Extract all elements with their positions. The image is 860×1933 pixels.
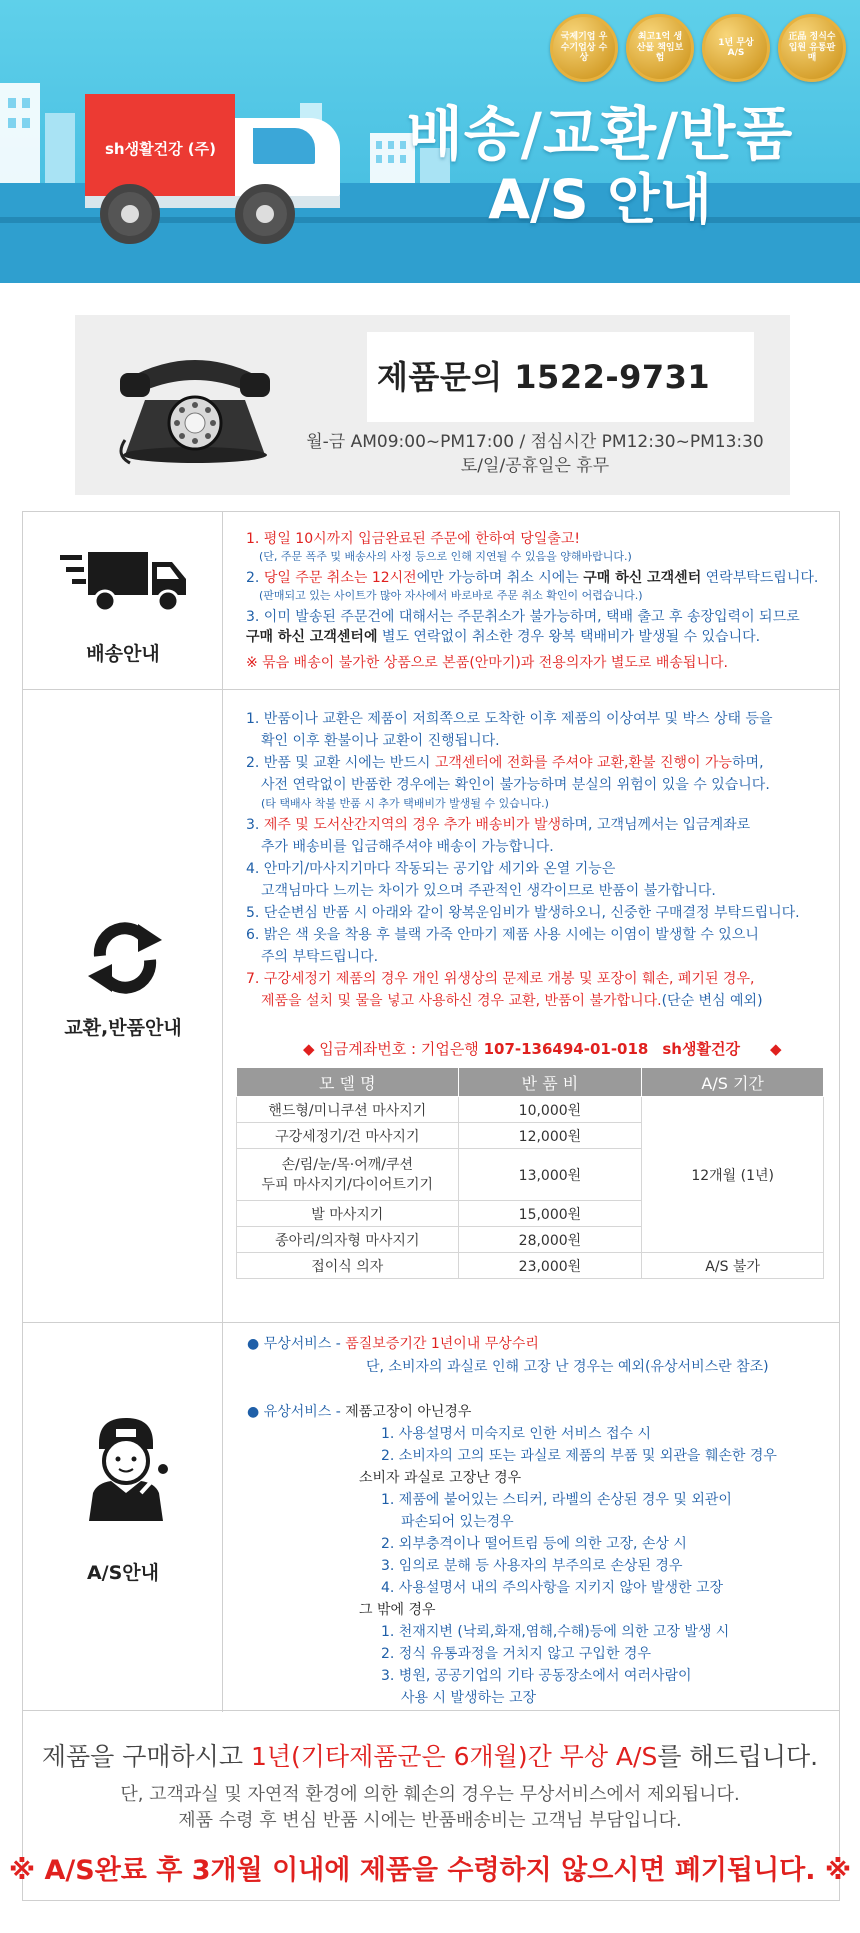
genuine-badge: 正品 정식수입원 유통판매: [778, 14, 846, 82]
free-service-line: ● 무상서비스 - 품질보증기간 1년이내 무상수리: [247, 1336, 539, 1352]
delivery-line-4: ※ 묶음 배송이 불가한 상품으로 본품(안마기)과 전용의자가 별도로 배송됩니다.: [246, 655, 728, 671]
as-none-cell: A/S 불가: [642, 1253, 824, 1279]
exchange-line: 추가 배송비를 입금해주셔야 배송이 가능합니다.: [261, 839, 554, 855]
consumer-fault-item: 4. 사용설명서 내의 주의사항을 지키지 않아 발생한 고장: [381, 1580, 724, 1596]
free-service-note: 단, 소비자의 과실로 인해 고장 난 경우는 예외(유상서비스란 참조): [366, 1359, 769, 1375]
award-badge: 국제기업 우수기업상 수상: [550, 14, 618, 82]
fee-amount-cell: 15,000원: [458, 1201, 642, 1227]
exchange-line: 고객님마다 느끼는 차이가 있으며 주관적인 생각이므로 반품이 불가합니다.: [261, 883, 716, 899]
other-case-item: 3. 병원, 공공기업의 기타 공동장소에서 여러사람이: [381, 1668, 692, 1684]
consumer-fault-item: 3. 임의로 분해 등 사용자의 부주의로 손상된 경우: [381, 1558, 683, 1574]
fee-model-cell: 구강세정기/건 마사지기: [237, 1123, 459, 1149]
fee-amount-cell: 10,000원: [458, 1097, 642, 1123]
closed-days: 토/일/공휴일은 휴무: [460, 456, 610, 476]
table-row: [237, 1253, 824, 1279]
exchange-line: 제품을 설치 및 물을 넣고 사용하신 경우 교환, 반품이 불가합니다.(단순 변심 예외): [261, 993, 763, 1009]
repairman-icon: [81, 1413, 171, 1523]
exchange-line: 확인 이후 환불이나 교환이 진행됩니다.: [261, 733, 500, 749]
warranty-badge: 1년 무상A/S: [702, 14, 770, 82]
banner-title-line1: 배송/교환/반품: [406, 100, 794, 168]
footer-return-cost-line: 제품 수령 후 변심 반품 시에는 반품배송비는 고객님 부담입니다.: [178, 1810, 682, 1831]
other-case-item: 1. 천재지변 (낙뢰,화재,염해,수해)등에 의한 고장 발생 시: [381, 1624, 730, 1640]
contact-box: [75, 315, 790, 495]
fee-model-cell: 종아리/의자형 마사지기: [237, 1227, 459, 1253]
delivery-content: [223, 512, 839, 689]
contact-hours: [300, 430, 770, 478]
delivery-line-2-note: (판매되고 있는 사이트가 많아 자사에서 바로바로 주문 취소 확인이 어렵습니다.): [259, 589, 643, 602]
delivery-line-1-note: (단, 주문 폭주 및 배송사의 사정 등으로 인해 지연될 수 있음을 양해바랍니다.): [259, 550, 632, 563]
fee-header-fee: 반 품 비: [458, 1068, 642, 1097]
as-row: [23, 1322, 839, 1712]
as-period-cell: 12개월 (1년): [642, 1097, 824, 1253]
consumer-fault-item: 파손되어 있는경우: [401, 1514, 514, 1530]
paid-service-line: ● 유상서비스 - 제품고장이 아닌경우: [247, 1404, 472, 1420]
exchange-line: 4. 안마기/마사지기마다 작동되는 공기압 세기와 온열 기능은: [246, 861, 616, 877]
consumer-fault-item: 2. 외부충격이나 떨어트림 등에 의한 고장, 손상 시: [381, 1536, 687, 1552]
business-hours: 월-금 AM09:00~PM17:00 / 점심시간 PM12:30~PM13:30: [306, 432, 764, 452]
fee-amount-cell: 13,000원: [458, 1149, 642, 1201]
table-row: [237, 1097, 824, 1123]
footer-exclusion-line: 단, 고객과실 및 자연적 환경에 의한 훼손의 경우는 무상서비스에서 제외됩니다.: [120, 1784, 740, 1805]
other-case-item: 2. 정식 유통과정을 거치지 않고 구입한 경우: [381, 1646, 651, 1662]
delivery-line-3: 3. 이미 발송된 주문건에 대해서는 주문취소가 불가능하며, 택배 출고 후 송장입력이 되므로: [246, 609, 800, 625]
footer-exclusion-lines: [0, 1782, 860, 1834]
fee-amount-cell: 28,000원: [458, 1227, 642, 1253]
exchange-line: 3. 제주 및 도서산간지역의 경우 추가 배송비가 발생하며, 고객님께서는 입금계좌로: [246, 817, 751, 833]
consumer-fault-heading: 소비자 과실로 고장난 경우: [359, 1470, 522, 1486]
other-cases-heading: 그 밖에 경우: [359, 1602, 436, 1618]
truck-wheel: [235, 184, 295, 244]
fee-header-model: 모 델 명: [237, 1068, 459, 1097]
delivery-line-2: 2. 당일 주문 취소는 12시전에만 가능하며 취소 시에는 구매 하신 고객센터 연락부탁드립니다.: [246, 570, 819, 586]
rotary-phone-icon: [115, 345, 275, 465]
as-label: A/S안내: [86, 1562, 160, 1584]
paid-service-item: 2. 소비자의 고의 또는 과실로 제품의 부품 및 외관을 훼손한 경우: [381, 1448, 777, 1464]
contact-phone-title: 제품문의 1522-9731: [367, 332, 754, 422]
banner-title: [390, 100, 810, 232]
banner-title-line2: A/S 안내: [488, 168, 712, 231]
exchange-label-cell: [23, 690, 223, 1322]
badge-group: [550, 14, 846, 82]
delivery-truck-illustration: [40, 84, 340, 254]
exchange-line-note: (타 택배사 착불 반품 시 추가 택배비가 발생될 수 있습니다.): [261, 797, 549, 810]
fee-amount-cell: 23,000원: [458, 1253, 642, 1279]
exchange-label: 교환,반품안내: [64, 1017, 182, 1039]
exchange-line: 5. 단순변심 반품 시 아래와 같이 왕복운임비가 발생하오니, 신중한 구매결정 부탁드립니다.: [246, 905, 800, 921]
fee-model-cell: 핸드형/미니쿠션 마사지기: [237, 1097, 459, 1123]
truck-company-label: sh생활건강 (주): [105, 140, 216, 158]
exchange-line: 사전 연락없이 반품한 경우에는 확인이 불가능하며 분실의 위험이 있을 수 있습니다.: [261, 777, 770, 793]
exchange-line: 2. 반품 및 교환 시에는 반드시 고객센터에 전화를 주셔야 교환,환불 진행이 가능하며,: [246, 755, 764, 771]
fee-header-as: A/S 기간: [642, 1068, 824, 1097]
delivery-label: 배송안내: [86, 643, 160, 665]
return-fee-table: [236, 1067, 824, 1279]
truck-window: [253, 128, 315, 164]
as-content: [223, 1323, 839, 1712]
refresh-cycle-icon: [80, 918, 170, 998]
as-label-cell: [23, 1323, 223, 1712]
fee-table-header: [237, 1068, 824, 1097]
exchange-line: 6. 밝은 색 옷을 착용 후 블랙 가죽 안마기 제품 사용 시에는 이염이 발생할 수 있으니: [246, 927, 759, 943]
bank-account: ◆ 입금계좌번호 : 기업은행 107-136494-01-018 sh생활건강 ◆: [303, 1040, 782, 1058]
delivery-row: [23, 512, 839, 689]
header-banner: [0, 0, 860, 283]
footer-warranty-line: 제품을 구매하시고 1년(기타제품군은 6개월)간 무상 A/S를 해드립니다.: [41, 1742, 819, 1771]
truck-wheel: [100, 184, 160, 244]
exchange-line: 주의 부탁드립니다.: [261, 949, 379, 965]
footer-disposal-warning: ※ A/S완료 후 3개월 이내에 제품을 수령하지 않으시면 폐기됩니다. ※: [8, 1855, 852, 1886]
other-case-item: 사용 시 발생하는 고장: [401, 1690, 537, 1706]
delivery-label-cell: [23, 512, 223, 689]
consumer-fault-item: 1. 제품에 붙어있는 스티커, 라벨의 손상된 경우 및 외관이: [381, 1492, 732, 1508]
insurance-badge: 최고1억 생산물 책임보험: [626, 14, 694, 82]
fee-amount-cell: 12,000원: [458, 1123, 642, 1149]
delivery-line-3b: 구매 하신 고객센터에 별도 연락없이 취소한 경우 왕복 택배비가 발생될 수 있습니다.: [246, 629, 761, 645]
delivery-line-1: 1. 평일 10시까지 입금완료된 주문에 한하여 당일출고!: [246, 531, 580, 547]
fee-model-cell: 손/림/눈/목·어깨/쿠션 두피 마사지기/다이어트기기: [237, 1149, 459, 1201]
paid-service-item: 1. 사용설명서 미숙지로 인한 서비스 접수 시: [381, 1426, 651, 1442]
fee-model-cell: 발 마사지기: [237, 1201, 459, 1227]
exchange-line: 7. 구강세정기 제품의 경우 개인 위생상의 문제로 개봉 및 포장이 훼손, 폐기된 경우,: [246, 971, 755, 987]
exchange-line: 1. 반품이나 교환은 제품이 저희쪽으로 도착한 이후 제품의 이상여부 및 박스 상태 등을: [246, 711, 773, 727]
fee-model-cell: 접이식 의자: [237, 1253, 459, 1279]
fast-truck-icon: [60, 547, 190, 617]
